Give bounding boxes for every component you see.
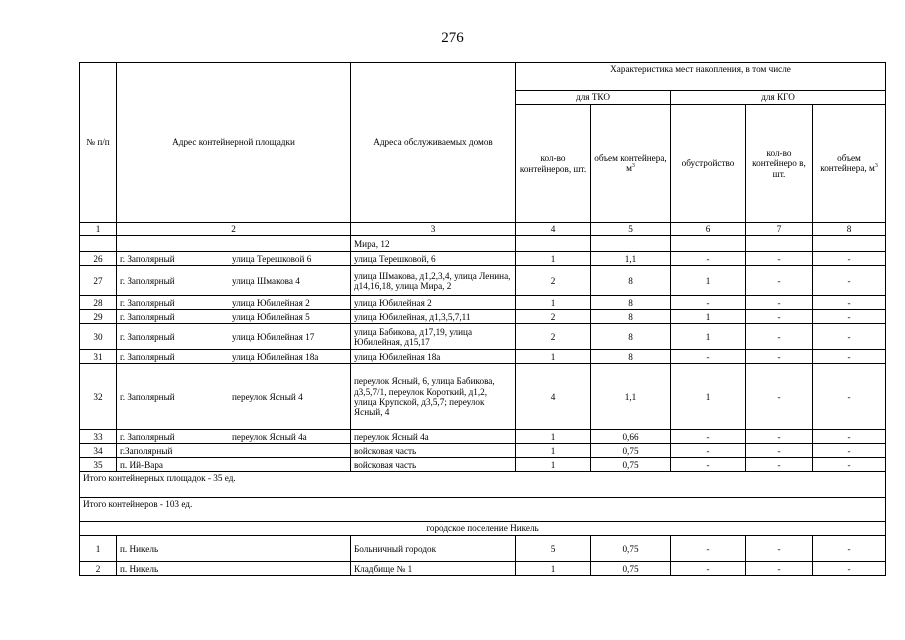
kgo-volume: - — [813, 324, 886, 350]
col-num: 6 — [671, 223, 746, 236]
kgo-count: - — [746, 266, 813, 296]
site-address — [117, 252, 351, 266]
tko-count: 1 — [516, 458, 591, 472]
kgo-volume: - — [813, 364, 886, 430]
houses-cell: улица Бабикова, д17,19, улица Юбилейная, д15,17 — [351, 324, 516, 350]
site-address — [117, 324, 351, 350]
tko-count: 1 — [516, 430, 591, 444]
kgo-count: - — [746, 364, 813, 430]
row-number: 29 — [80, 310, 117, 324]
arrangement: 1 — [671, 324, 746, 350]
site-address — [117, 430, 351, 444]
col-num: 8 — [813, 223, 886, 236]
kgo-volume: - — [813, 252, 886, 266]
table-row — [80, 430, 886, 444]
header-characteristic: Характеристика мест накопления, в том числе — [516, 63, 886, 91]
houses-cell: войсковая часть — [351, 444, 516, 458]
header-col4: кол-во контейнеров, шт. — [516, 105, 591, 223]
site-address — [117, 350, 351, 364]
site-city: г.Заполярный — [120, 445, 173, 456]
kgo-count: - — [746, 430, 813, 444]
total-containers-row-text: Итого контейнеров - 103 ед. — [80, 498, 886, 522]
tko-volume: 8 — [591, 296, 671, 310]
header-col8: объем контейнера, $м^3$ — [813, 105, 886, 223]
site-address: п. Никель — [117, 536, 351, 562]
tko-volume: 0,75 — [591, 536, 671, 562]
row-number: 31 — [80, 350, 117, 364]
site-street: улица Терешковой 6 — [232, 253, 312, 264]
houses-cell: переулок Ясный, 6, улица Бабикова, д3,5,7/1, переулок Короткий, д1,2, улица Крупской, д3,5,7; переулок Ясный, 4 — [351, 364, 516, 430]
section-title-row-text: городское поселение Никель — [80, 522, 886, 536]
row-number: 33 — [80, 430, 117, 444]
site-address — [117, 266, 351, 296]
kgo-volume: - — [813, 430, 886, 444]
arrangement: - — [671, 296, 746, 310]
header-col5: объем контейнера, $м^3$ — [591, 105, 671, 223]
site-address — [117, 296, 351, 310]
site-address — [117, 458, 351, 472]
row-number: 35 — [80, 458, 117, 472]
site-street: улица Юбилейная 18а — [232, 351, 319, 362]
column-numbers-row — [80, 223, 886, 236]
site-address: п. Никель — [117, 562, 351, 576]
kgo-volume: - — [813, 444, 886, 458]
header-address-houses: Адреса обслуживаемых домов — [351, 63, 516, 223]
arrangement: - — [671, 350, 746, 364]
site-city: г. Заполярный — [120, 253, 175, 264]
kgo-volume: - — [813, 310, 886, 324]
site-city: г. Заполярный — [120, 331, 175, 342]
tko-volume: 0,75 — [591, 458, 671, 472]
table-row — [80, 310, 886, 324]
tko-count: 1 — [516, 252, 591, 266]
site-city: п. Ий-Вара — [120, 459, 163, 470]
tko-count: 1 — [516, 296, 591, 310]
table-row — [80, 266, 886, 296]
header-tko: для ТКО — [516, 91, 671, 105]
kgo-volume: - — [813, 296, 886, 310]
site-city: г. Заполярный — [120, 297, 175, 308]
table-row — [80, 562, 886, 576]
site-city: г. Заполярный — [120, 391, 175, 402]
continuation-row — [80, 236, 886, 252]
tko-count: 5 — [516, 536, 591, 562]
row-number: 1 — [80, 536, 117, 562]
arrangement: - — [671, 444, 746, 458]
kgo-count: - — [746, 310, 813, 324]
tko-volume: 0,66 — [591, 430, 671, 444]
kgo-volume: - — [813, 562, 886, 576]
tko-volume: 0,75 — [591, 562, 671, 576]
kgo-count: - — [746, 562, 813, 576]
kgo-volume: - — [813, 350, 886, 364]
arrangement: - — [671, 562, 746, 576]
kgo-count: - — [746, 296, 813, 310]
kgo-count: - — [746, 458, 813, 472]
table-row — [80, 364, 886, 430]
tko-count: 1 — [516, 444, 591, 458]
kgo-count: - — [746, 350, 813, 364]
table-row — [80, 296, 886, 310]
houses-cell: улица Юбилейная 2 — [351, 296, 516, 310]
tko-count: 2 — [516, 324, 591, 350]
houses-cell: улица Шмакова, д1,2,3,4, улица Ленина, д14,16,18, улица Мира, 2 — [351, 266, 516, 296]
row-number: 2 — [80, 562, 117, 576]
houses-cell: Кладбище № 1 — [351, 562, 516, 576]
page-number: 276 — [441, 30, 464, 46]
col-num: 1 — [80, 223, 117, 236]
site-street: улица Юбилейная 17 — [232, 331, 315, 342]
site-city: г. Заполярный — [120, 431, 175, 442]
total-sites-row — [80, 472, 886, 498]
site-street: улица Юбилейная 2 — [232, 297, 310, 308]
kgo-volume: - — [813, 536, 886, 562]
site-address — [117, 364, 351, 430]
kgo-volume: - — [813, 266, 886, 296]
tko-count: 4 — [516, 364, 591, 430]
tko-count: 1 — [516, 562, 591, 576]
tko-volume: 1,1 — [591, 364, 671, 430]
row-number: 32 — [80, 364, 117, 430]
table-row — [80, 536, 886, 562]
col-num: 7 — [746, 223, 813, 236]
houses-cell: войсковая часть — [351, 458, 516, 472]
total-containers-row — [80, 498, 886, 522]
header-col6: обустройство — [671, 105, 746, 223]
row-number: 30 — [80, 324, 117, 350]
tko-volume: 8 — [591, 310, 671, 324]
arrangement: 1 — [671, 310, 746, 324]
header-kgo: для КГО — [671, 91, 886, 105]
houses-cell: Мира, 12 — [351, 236, 516, 252]
arrangement: - — [671, 252, 746, 266]
arrangement: - — [671, 430, 746, 444]
site-address — [117, 444, 351, 458]
site-street: улица Шмакова 4 — [232, 275, 300, 286]
row-number: 26 — [80, 252, 117, 266]
site-address — [117, 310, 351, 324]
table-row — [80, 458, 886, 472]
houses-cell: улица Юбилейная, д1,3,5,7,11 — [351, 310, 516, 324]
tko-count: 1 — [516, 350, 591, 364]
kgo-count: - — [746, 444, 813, 458]
table-row — [80, 444, 886, 458]
arrangement: 1 — [671, 364, 746, 430]
site-city: г. Заполярный — [120, 351, 175, 362]
tko-count: 2 — [516, 310, 591, 324]
row-number: 27 — [80, 266, 117, 296]
arrangement: 1 — [671, 266, 746, 296]
kgo-volume: - — [813, 458, 886, 472]
row-number: 28 — [80, 296, 117, 310]
tko-count: 2 — [516, 266, 591, 296]
site-city: г. Заполярный — [120, 311, 175, 322]
total-sites-row-text: Итого контейнерных площадок - 35 ед. — [80, 472, 886, 498]
tko-volume: 8 — [591, 350, 671, 364]
header-col7: кол-во контейнеро в, шт. — [746, 105, 813, 223]
tko-volume: 1,1 — [591, 252, 671, 266]
col-num: 3 — [351, 223, 516, 236]
kgo-count: - — [746, 324, 813, 350]
tko-volume: 0,75 — [591, 444, 671, 458]
tko-volume: 8 — [591, 266, 671, 296]
tko-volume: 8 — [591, 324, 671, 350]
col-num: 5 — [591, 223, 671, 236]
header-address-site: Адрес контейнерной площадки — [117, 63, 351, 223]
arrangement: - — [671, 536, 746, 562]
section-title-row — [80, 522, 886, 536]
houses-cell: улица Терешковой, 6 — [351, 252, 516, 266]
houses-cell: улица Юбилейная 18а — [351, 350, 516, 364]
site-street: улица Юбилейная 5 — [232, 311, 310, 322]
kgo-count: - — [746, 536, 813, 562]
col-num: 4 — [516, 223, 591, 236]
table-row — [80, 252, 886, 266]
houses-cell: переулок Ясный 4а — [351, 430, 516, 444]
table-row — [80, 324, 886, 350]
table-row — [80, 350, 886, 364]
houses-cell: Больничный городок — [351, 536, 516, 562]
containers-table — [79, 62, 886, 576]
arrangement: - — [671, 458, 746, 472]
header-num: № п/п — [80, 63, 117, 223]
row-number: 34 — [80, 444, 117, 458]
col-num: 2 — [117, 223, 351, 236]
site-street: переулок Ясный 4а — [232, 431, 307, 442]
site-city: г. Заполярный — [120, 275, 175, 286]
site-street: переулок Ясный 4 — [232, 391, 303, 402]
kgo-count: - — [746, 252, 813, 266]
